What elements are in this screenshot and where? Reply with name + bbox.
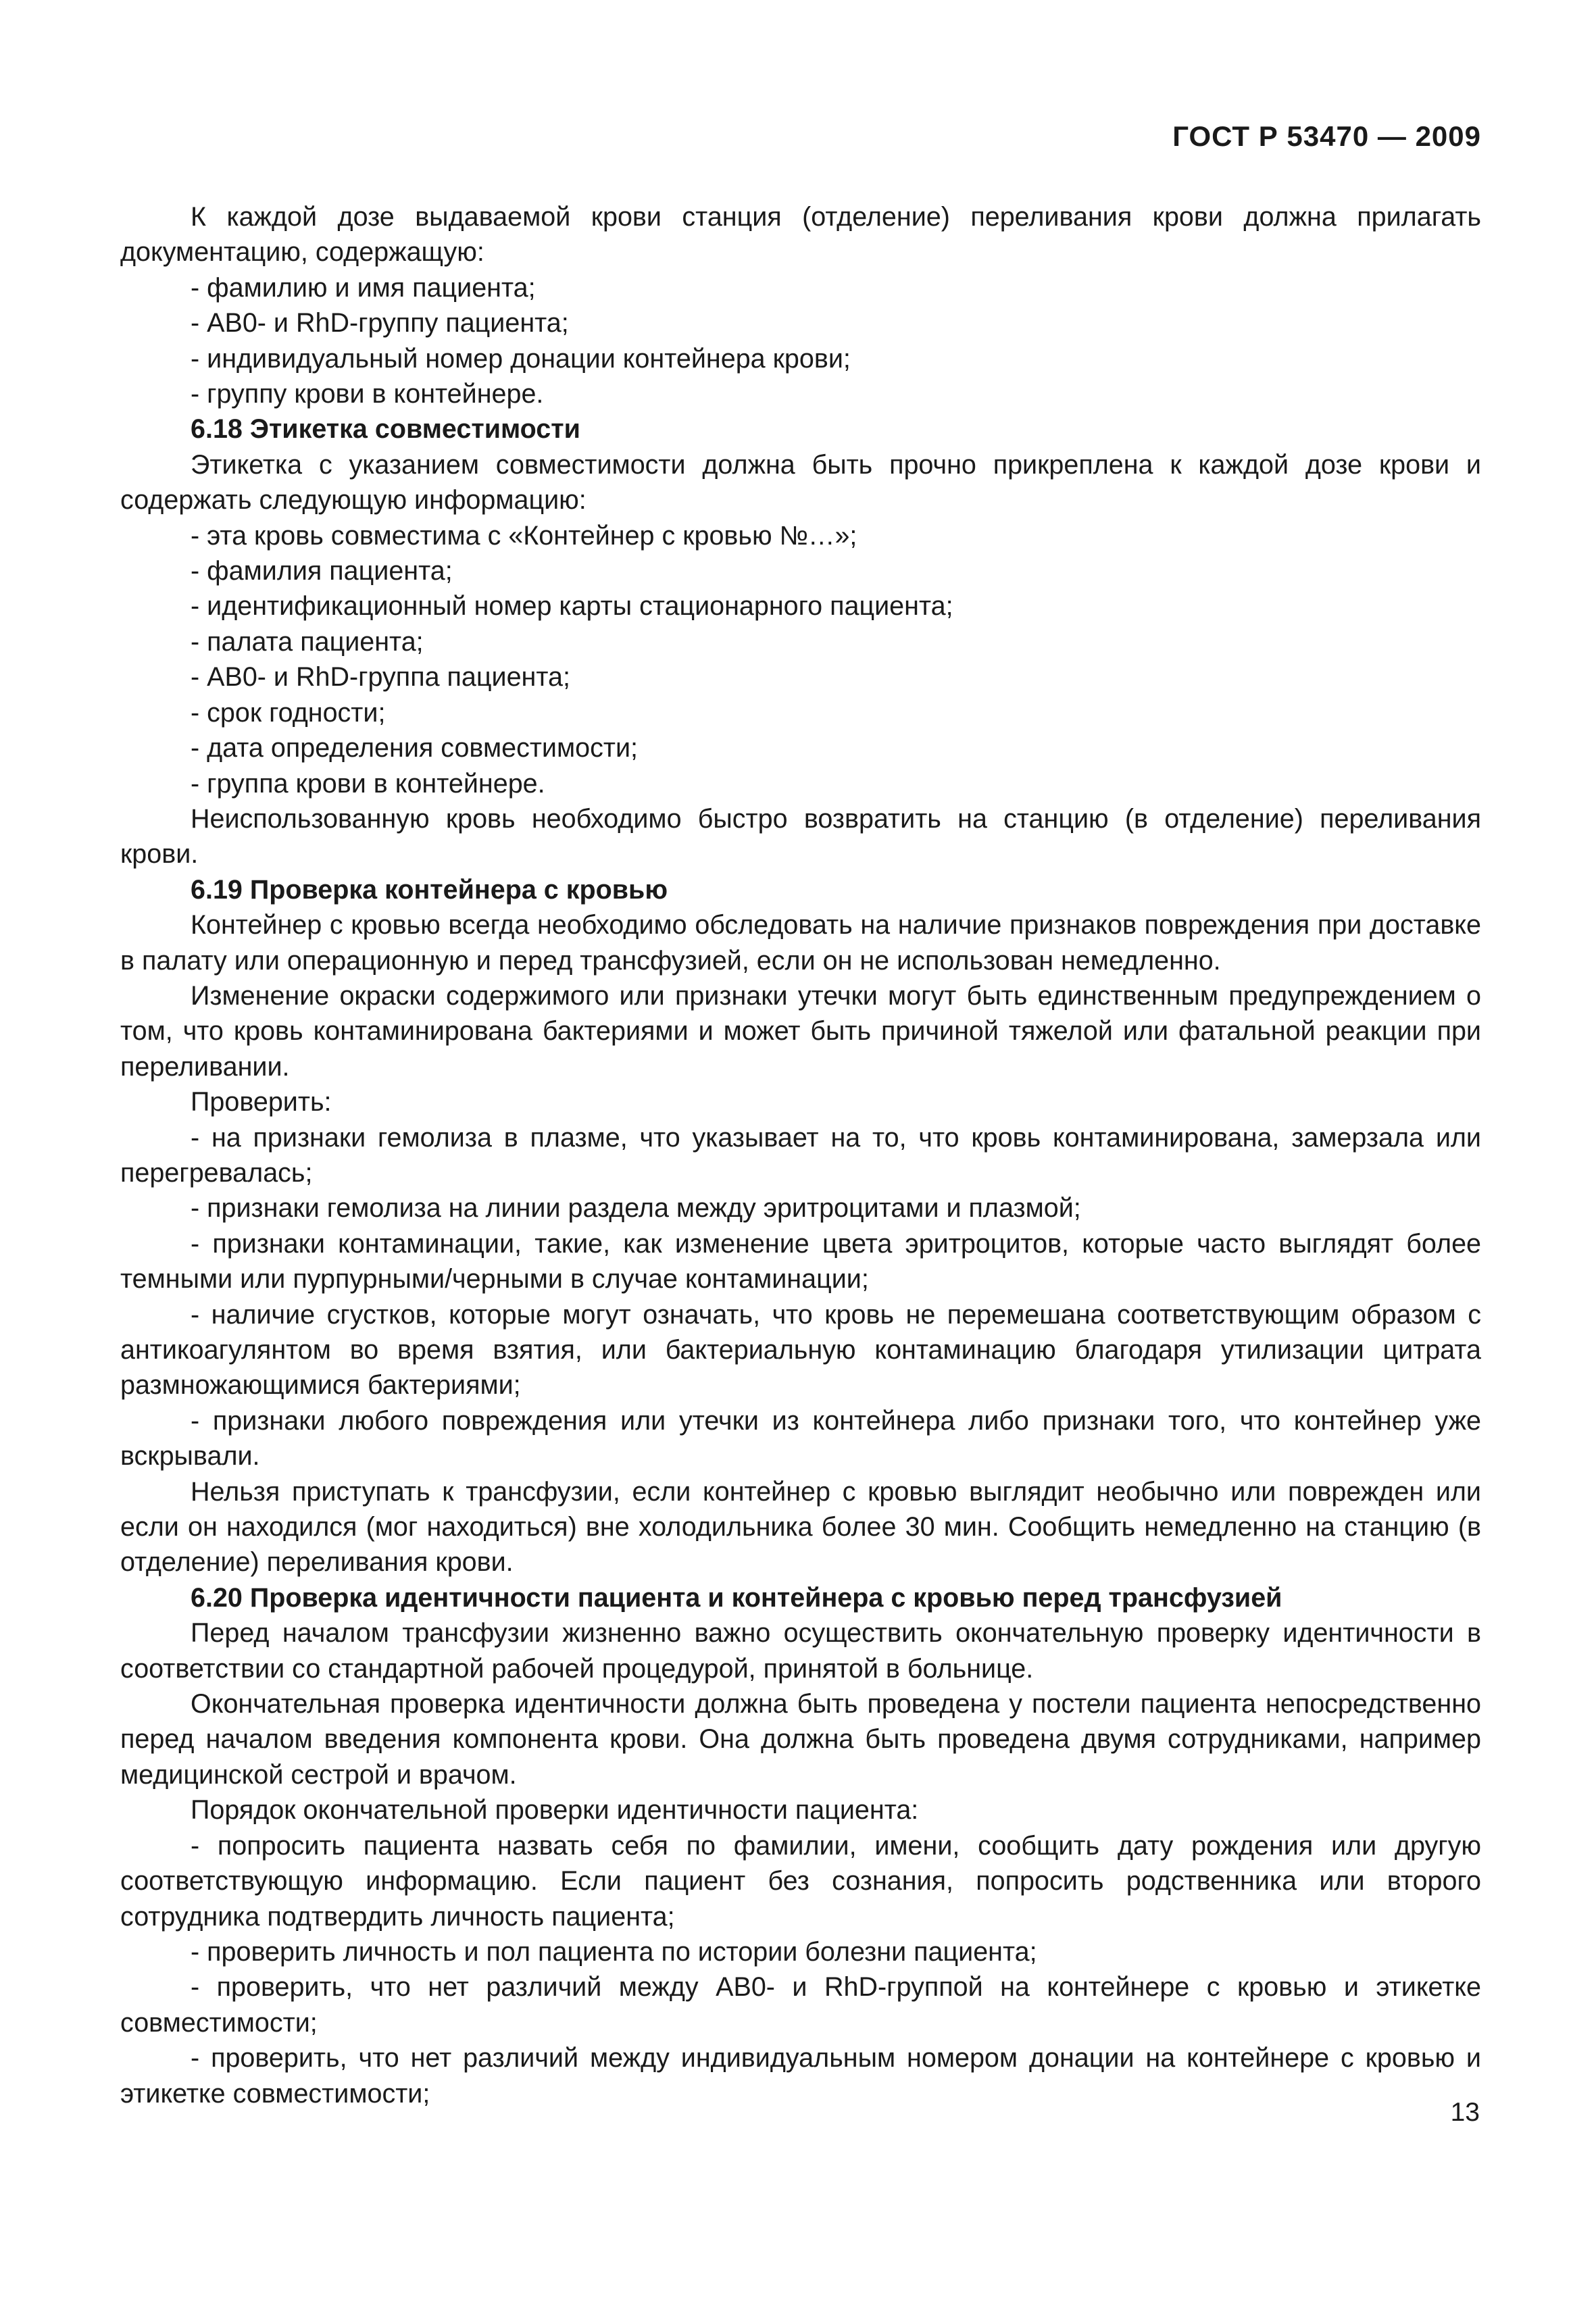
paragraph: - АВ0- и RhD-группу пациента;: [191, 308, 569, 338]
paragraph: - наличие сгустков, которые могут означать, что кровь не перемешана соответствующим образом с антикоагулянтом во время взятия, или бактериальную контаминацию благодаря утилизации цитрата размножающимися бактериями;: [120, 1299, 1481, 1401]
paragraph: - группа крови в контейнере.: [191, 768, 545, 799]
paragraph: Окончательная проверка идентичности должна быть проведена у постели пациента непосредственно перед началом введения компонента крови. Она должна быть проведена двумя сотрудниками, например медицинской сестрой и врачом.: [120, 1689, 1481, 1790]
paragraph: - палата пациента;: [191, 626, 424, 657]
document-body: [120, 199, 1481, 2111]
paragraph: - индивидуальный номер донации контейнера крови;: [191, 343, 851, 374]
paragraph: Контейнер с кровью всегда необходимо обследовать на наличие признаков повреждения при доставке в палату или операционную и перед трансфузией, если он не использован немедленно.: [120, 910, 1481, 976]
paragraph: - попросить пациента назвать себя по фамилии, имени, сообщить дату рождения или другую соответствующую информацию. Если пациент без сознания, попросить родственника или второго сотрудника подтвердить личность пациента;: [120, 1830, 1481, 1932]
paragraph: Этикетка с указанием совместимости должна быть прочно прикреплена к каждой дозе крови и содержать следующую информацию:: [120, 449, 1481, 515]
paragraph: - эта кровь совместима с «Контейнер с кровью №…»;: [191, 520, 857, 551]
paragraph: - проверить, что нет различий между АВ0- и RhD-группой на контейнере с кровью и этикетке совместимости;: [120, 1972, 1481, 2038]
paragraph: - фамилию и имя пациента;: [191, 272, 536, 303]
paragraph: - срок годности;: [191, 697, 386, 728]
paragraph: - дата определения совместимости;: [191, 733, 638, 763]
paragraph: - признаки контаминации, такие, как изменение цвета эритроцитов, которые часто выглядят более темными или пурпурными/черными в случае контаминации;: [120, 1228, 1481, 1294]
paragraph: Перед началом трансфузии жизненно важно осуществить окончательную проверку идентичности в соответствии со стандартной рабочей процедурой, принятой в больнице.: [120, 1618, 1481, 1684]
paragraph: - группу крови в контейнере.: [191, 379, 544, 409]
paragraph: - признаки гемолиза на линии раздела между эритроцитами и плазмой;: [191, 1193, 1081, 1224]
paragraph: К каждой дозе выдаваемой крови станция (отделение) переливания крови должна прилагать документацию, содержащую:: [120, 202, 1481, 268]
paragraph: Порядок окончательной проверки идентичности пациента:: [191, 1795, 919, 1826]
paragraph: - проверить личность и пол пациента по истории болезни пациента;: [191, 1936, 1037, 1967]
paragraph: Изменение окраски содержимого или признаки утечки могут быть единственным предупреждением о том, что кровь контаминирована бактериями и может быть причиной тяжелой или фатальной реакции при переливании.: [120, 980, 1481, 1082]
paragraph: Нельзя приступать к трансфузии, если контейнер с кровью выглядит необычно или поврежден или если он находился (мог находиться) вне холодильника более 30 мин. Сообщить немедленно на станцию (в отделение) переливания крови.: [120, 1476, 1481, 1578]
section-heading: 6.20 Проверка идентичности пациента и контейнера с кровью перед трансфузией: [191, 1582, 1282, 1613]
page-number: 13: [1450, 2098, 1480, 2127]
paragraph: - идентификационный номер карты стационарного пациента;: [191, 591, 953, 622]
paragraph: - проверить, что нет различий между индивидуальным номером донации на контейнере с кровью и этикетке совместимости;: [120, 2043, 1481, 2109]
section-heading: 6.18 Этикетка совместимости: [191, 414, 580, 445]
paragraph: - АВ0- и RhD-группа пациента;: [191, 662, 570, 693]
document-header: ГОСТ Р 53470 — 2009: [1172, 120, 1481, 152]
paragraph: - на признаки гемолиза в плазме, что указывает на то, что кровь контаминирована, замерзала или перегревалась;: [120, 1122, 1481, 1188]
section-heading: 6.19 Проверка контейнера с кровью: [191, 874, 668, 905]
paragraph: - фамилия пациента;: [191, 556, 453, 586]
paragraph: - признаки любого повреждения или утечки из контейнера либо признаки того, что контейнер уже вскрывали.: [120, 1405, 1481, 1472]
paragraph: Неиспользованную кровь необходимо быстро возвратить на станцию (в отделение) переливания крови.: [120, 803, 1481, 870]
paragraph: Проверить:: [191, 1087, 332, 1117]
